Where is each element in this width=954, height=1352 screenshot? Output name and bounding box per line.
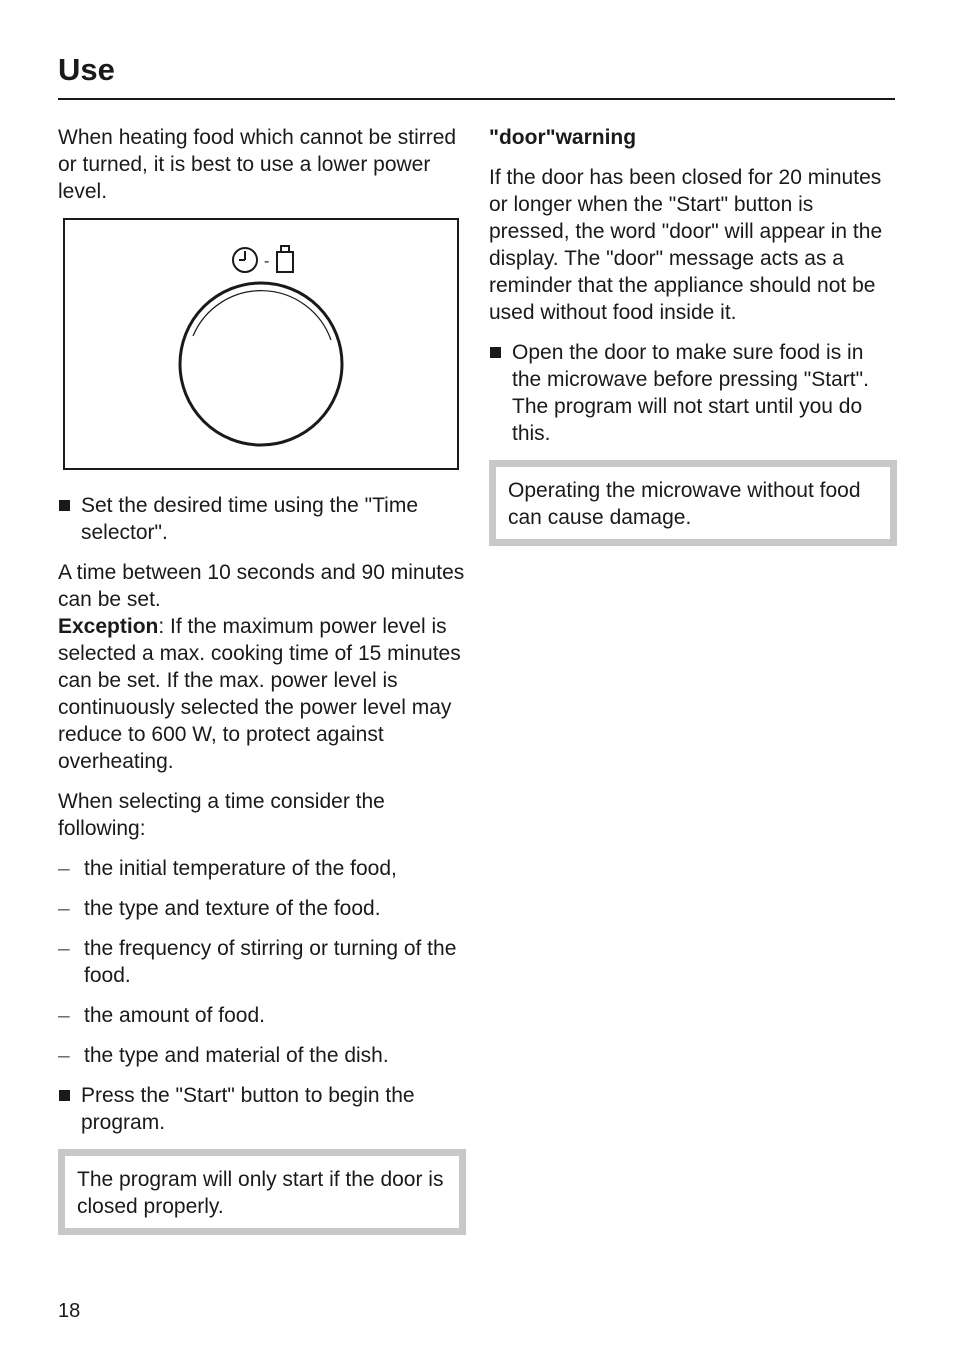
consideration-item: – the type and texture of the food. [58,895,466,922]
consider-intro: When selecting a time consider the following: [58,790,385,840]
time-selector-dial [180,283,342,445]
left-column [58,124,466,1235]
right-column [489,124,897,546]
consideration-item: – the amount of food. [58,1002,466,1029]
consideration-item: – the type and material of the dish. [58,1042,466,1069]
intro-paragraph: When heating food which cannot be stirred or turned, it is best to use a lower power level. [58,126,457,203]
icon-separator: - [264,253,270,270]
time-selector-figure [63,218,459,470]
step-press-start: Press the "Start" button to begin the program. [58,1082,466,1136]
step-set-time: Set the desired time using the "Time selector". [58,492,466,546]
step-open-door-text: Open the door to make sure food is in the microwave before pressing "Start". [512,341,869,391]
door-warning-paragraph: If the door has been closed for 20 minutes or longer when the "Start" button is pressed, the word "door" will appear in the display. The "door" message acts as a reminder that the appliance should not be used without food inside it. [489,166,883,324]
weight-icon [277,246,293,272]
note-box-damage: Operating the microwave without food can cause damage. [489,460,897,546]
page-number: 18 [58,1300,81,1322]
note-box-door-closed: The program will only start if the door is closed properly. [58,1149,466,1235]
time-range: A time between 10 seconds and 90 minutes can be set. [58,561,465,611]
title-rule [58,98,895,100]
consideration-item: – the initial temperature of the food, [58,855,466,882]
door-warning-heading: "door"warning [489,126,637,149]
clock-icon [233,248,257,272]
exception-text: : If the maximum power level is selected a max. cooking time of 15 minutes can be set. If the max. power level is continuously selected the power level may reduce to 600 W, to protect against overheating. [58,615,461,773]
step-open-door-result: The program will not start until you do this. [512,395,863,445]
exception-label: Exception [58,615,159,638]
page-title: Use [58,52,115,87]
time-range-text [58,559,466,775]
consideration-item: – the frequency of stirring or turning of the food. [58,935,466,989]
step-open-door [489,339,897,447]
